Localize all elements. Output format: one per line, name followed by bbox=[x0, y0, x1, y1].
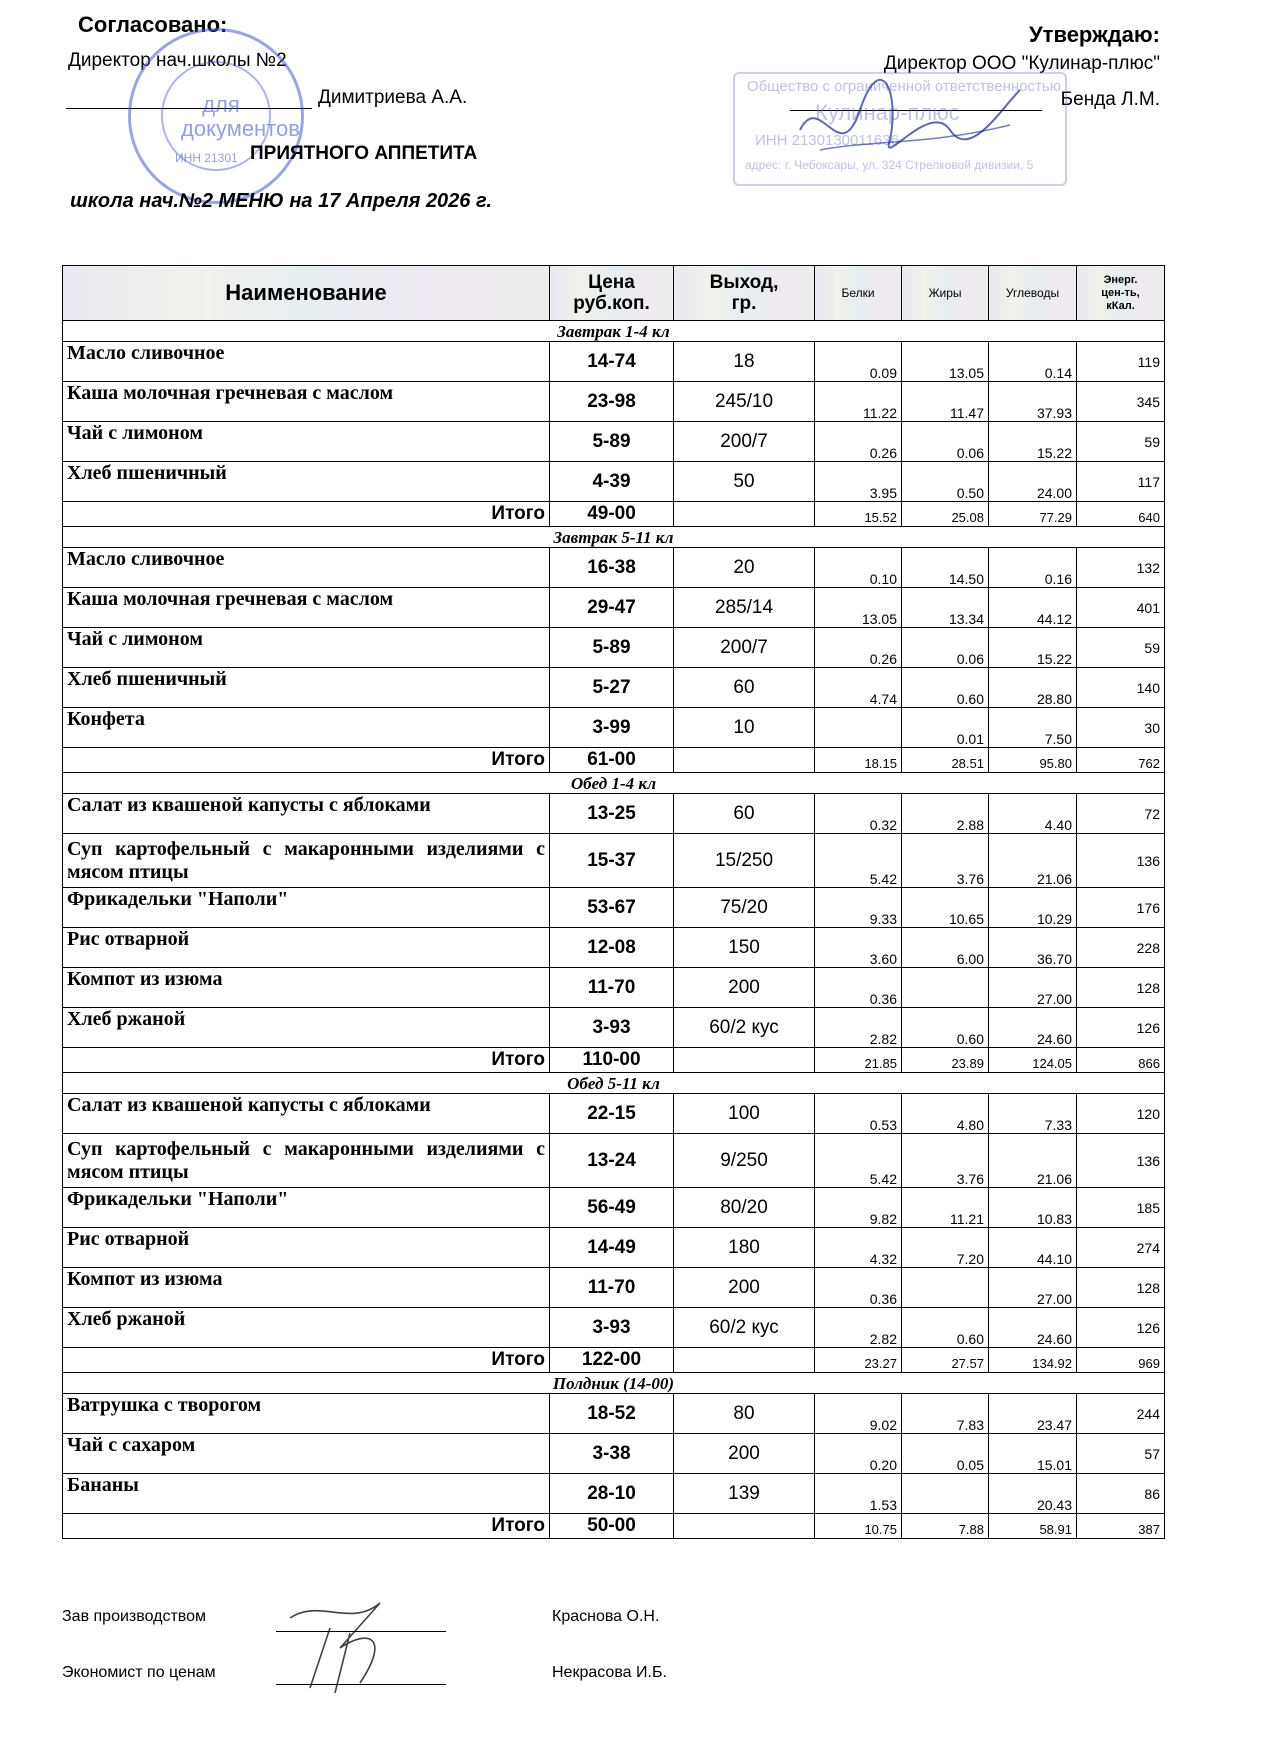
dish-energy: 128 bbox=[1077, 1268, 1165, 1308]
table-header-row bbox=[63, 266, 1165, 321]
dish-protein: 0.53 bbox=[815, 1094, 902, 1134]
dish-name: Рис отварной bbox=[63, 928, 550, 968]
rect-stamp-line3: ИНН 2130130011636 bbox=[755, 132, 899, 149]
dish-energy: 59 bbox=[1077, 628, 1165, 668]
table-row bbox=[63, 834, 1165, 888]
dish-name: Хлеб пшеничный bbox=[63, 668, 550, 708]
col-output-header bbox=[674, 266, 815, 321]
dish-output: 75/20 bbox=[674, 888, 815, 928]
dish-fat: 0.01 bbox=[902, 708, 989, 748]
dish-energy: 185 bbox=[1077, 1188, 1165, 1228]
dish-fat bbox=[902, 968, 989, 1008]
dish-price: 3-38 bbox=[550, 1434, 674, 1474]
section-header-row bbox=[63, 773, 1165, 794]
total-price: 50-00 bbox=[550, 1514, 674, 1539]
dish-price: 5-27 bbox=[550, 668, 674, 708]
dish-output: 200 bbox=[674, 1434, 815, 1474]
round-stamp-text: для документов bbox=[181, 92, 300, 141]
total-row bbox=[63, 1348, 1165, 1373]
dish-price: 13-24 bbox=[550, 1134, 674, 1188]
table-row bbox=[63, 548, 1165, 588]
dish-carbs: 0.14 bbox=[989, 342, 1077, 382]
footer-role-production: Зав производством bbox=[62, 1608, 206, 1625]
total-energy: 640 bbox=[1077, 502, 1165, 527]
section-title: Обед 1-4 кл bbox=[63, 773, 1165, 794]
dish-price: 29-47 bbox=[550, 588, 674, 628]
total-price: 110-00 bbox=[550, 1048, 674, 1073]
dish-output: 60 bbox=[674, 668, 815, 708]
dish-carbs: 15.22 bbox=[989, 628, 1077, 668]
section-title: Полдник (14-00) bbox=[63, 1373, 1165, 1394]
dish-fat bbox=[902, 1268, 989, 1308]
dish-output: 60/2 кус bbox=[674, 1308, 815, 1348]
dish-price: 14-49 bbox=[550, 1228, 674, 1268]
total-output-empty bbox=[674, 1348, 815, 1373]
dish-protein: 13.05 bbox=[815, 588, 902, 628]
dish-protein: 11.22 bbox=[815, 382, 902, 422]
dish-name: Бананы bbox=[63, 1474, 550, 1514]
dish-fat: 0.60 bbox=[902, 668, 989, 708]
total-output-empty bbox=[674, 1048, 815, 1073]
dish-protein: 0.26 bbox=[815, 422, 902, 462]
section-header-row bbox=[63, 1073, 1165, 1094]
table-row bbox=[63, 1268, 1165, 1308]
total-row bbox=[63, 502, 1165, 527]
dish-energy: 274 bbox=[1077, 1228, 1165, 1268]
table-row bbox=[63, 1134, 1165, 1188]
dish-output: 180 bbox=[674, 1228, 815, 1268]
dish-price: 5-89 bbox=[550, 422, 674, 462]
total-protein: 15.52 bbox=[815, 502, 902, 527]
dish-carbs: 21.06 bbox=[989, 834, 1077, 888]
dish-protein: 2.82 bbox=[815, 1008, 902, 1048]
dish-fat: 2.88 bbox=[902, 794, 989, 834]
dish-name: Рис отварной bbox=[63, 1228, 550, 1268]
dish-fat: 0.50 bbox=[902, 462, 989, 502]
col-name-header: Наименование bbox=[63, 266, 550, 321]
dish-carbs: 27.00 bbox=[989, 968, 1077, 1008]
table-row bbox=[63, 1188, 1165, 1228]
dish-name: Салат из квашеной капусты с яблоками bbox=[63, 794, 550, 834]
dish-name: Чай с лимоном bbox=[63, 628, 550, 668]
dish-carbs: 15.01 bbox=[989, 1434, 1077, 1474]
dish-carbs: 37.93 bbox=[989, 382, 1077, 422]
dish-energy: 140 bbox=[1077, 668, 1165, 708]
table-row bbox=[63, 1474, 1165, 1514]
total-label: Итого bbox=[63, 1048, 550, 1073]
section-header-row bbox=[63, 321, 1165, 342]
table-row bbox=[63, 1434, 1165, 1474]
total-output-empty bbox=[674, 1514, 815, 1539]
dish-protein: 3.95 bbox=[815, 462, 902, 502]
dish-output: 200/7 bbox=[674, 422, 815, 462]
dish-output: 285/14 bbox=[674, 588, 815, 628]
dish-fat: 0.60 bbox=[902, 1308, 989, 1348]
section-title: Обед 5-11 кл bbox=[63, 1073, 1165, 1094]
col-energy-line1: Энерг. bbox=[1103, 273, 1138, 286]
dish-energy: 120 bbox=[1077, 1094, 1165, 1134]
dish-energy: 59 bbox=[1077, 422, 1165, 462]
section-title: Завтрак 1-4 кл bbox=[63, 321, 1165, 342]
dish-fat: 11.21 bbox=[902, 1188, 989, 1228]
dish-energy: 128 bbox=[1077, 968, 1165, 1008]
dish-energy: 119 bbox=[1077, 342, 1165, 382]
dish-protein: 5.42 bbox=[815, 834, 902, 888]
dish-carbs: 21.06 bbox=[989, 1134, 1077, 1188]
dish-output: 15/250 bbox=[674, 834, 815, 888]
total-energy: 866 bbox=[1077, 1048, 1165, 1073]
dish-price: 3-99 bbox=[550, 708, 674, 748]
dish-energy: 136 bbox=[1077, 834, 1165, 888]
dish-protein: 4.32 bbox=[815, 1228, 902, 1268]
dish-energy: 126 bbox=[1077, 1008, 1165, 1048]
dish-energy: 86 bbox=[1077, 1474, 1165, 1514]
dish-name: Компот из изюма bbox=[63, 1268, 550, 1308]
col-output-line1: Выход, bbox=[709, 272, 779, 293]
section-header-row bbox=[63, 1373, 1165, 1394]
dish-name: Чай с сахаром bbox=[63, 1434, 550, 1474]
footer-signature bbox=[280, 1588, 430, 1698]
dish-protein: 9.33 bbox=[815, 888, 902, 928]
table-row bbox=[63, 588, 1165, 628]
approve-name: Бенда Л.М. bbox=[1060, 89, 1160, 110]
approve-position: Директор ООО "Кулинар-плюс" bbox=[883, 53, 1160, 74]
dish-energy: 57 bbox=[1077, 1434, 1165, 1474]
dish-output: 60/2 кус bbox=[674, 1008, 815, 1048]
dish-fat: 13.34 bbox=[902, 588, 989, 628]
table-row bbox=[63, 1228, 1165, 1268]
dish-name: Салат из квашеной капусты с яблоками bbox=[63, 1094, 550, 1134]
dish-energy: 117 bbox=[1077, 462, 1165, 502]
dish-carbs: 0.16 bbox=[989, 548, 1077, 588]
total-carbs: 77.29 bbox=[989, 502, 1077, 527]
rect-stamp-line2: Кулинар-плюс bbox=[815, 100, 960, 125]
col-fat-header: Жиры bbox=[902, 266, 989, 321]
dish-carbs: 44.10 bbox=[989, 1228, 1077, 1268]
dish-protein: 3.60 bbox=[815, 928, 902, 968]
col-energy-header bbox=[1077, 266, 1165, 321]
dish-fat: 3.76 bbox=[902, 1134, 989, 1188]
dish-carbs: 20.43 bbox=[989, 1474, 1077, 1514]
dish-price: 15-37 bbox=[550, 834, 674, 888]
dish-price: 11-70 bbox=[550, 1268, 674, 1308]
total-carbs: 58.91 bbox=[989, 1514, 1077, 1539]
rect-stamp-line1: Общество с ограниченной ответственностью bbox=[747, 78, 1061, 95]
total-price: 122-00 bbox=[550, 1348, 674, 1373]
dish-price: 18-52 bbox=[550, 1394, 674, 1434]
dish-carbs: 15.22 bbox=[989, 422, 1077, 462]
total-fat: 28.51 bbox=[902, 748, 989, 773]
dish-price: 12-08 bbox=[550, 928, 674, 968]
dish-price: 56-49 bbox=[550, 1188, 674, 1228]
approve-signature bbox=[780, 70, 1040, 180]
col-output-line2: гр. bbox=[731, 293, 757, 314]
dish-price: 16-38 bbox=[550, 548, 674, 588]
dish-fat: 7.20 bbox=[902, 1228, 989, 1268]
table-row bbox=[63, 668, 1165, 708]
dish-price: 28-10 bbox=[550, 1474, 674, 1514]
dish-output: 50 bbox=[674, 462, 815, 502]
table-row bbox=[63, 628, 1165, 668]
dish-protein: 0.36 bbox=[815, 968, 902, 1008]
total-label: Итого bbox=[63, 502, 550, 527]
dish-protein: 9.82 bbox=[815, 1188, 902, 1228]
dish-fat: 3.76 bbox=[902, 834, 989, 888]
dish-output: 9/250 bbox=[674, 1134, 815, 1188]
dish-protein: 0.26 bbox=[815, 628, 902, 668]
rect-stamp-line4: адрес: г. Чебоксары, ул. 324 Стрелковой дивизии, 5 bbox=[745, 158, 1034, 172]
dish-output: 20 bbox=[674, 548, 815, 588]
dish-protein: 0.09 bbox=[815, 342, 902, 382]
col-price-header bbox=[550, 266, 674, 321]
total-protein: 23.27 bbox=[815, 1348, 902, 1373]
total-output-empty bbox=[674, 502, 815, 527]
total-output-empty bbox=[674, 748, 815, 773]
dish-name: Компот из изюма bbox=[63, 968, 550, 1008]
dish-price: 11-70 bbox=[550, 968, 674, 1008]
dish-name: Масло сливочное bbox=[63, 342, 550, 382]
total-energy: 969 bbox=[1077, 1348, 1165, 1373]
dish-fat: 0.60 bbox=[902, 1008, 989, 1048]
dish-carbs: 24.60 bbox=[989, 1008, 1077, 1048]
dish-carbs: 23.47 bbox=[989, 1394, 1077, 1434]
dish-energy: 244 bbox=[1077, 1394, 1165, 1434]
total-row bbox=[63, 748, 1165, 773]
slogan: ПРИЯТНОГО АППЕТИТА bbox=[250, 143, 478, 164]
dish-price: 22-15 bbox=[550, 1094, 674, 1134]
total-carbs: 95.80 bbox=[989, 748, 1077, 773]
footer-role-economist: Экономист по ценам bbox=[62, 1664, 216, 1681]
table-row bbox=[63, 888, 1165, 928]
dish-name: Чай с лимоном bbox=[63, 422, 550, 462]
total-label: Итого bbox=[63, 1514, 550, 1539]
dish-name: Хлеб пшеничный bbox=[63, 462, 550, 502]
dish-protein: 0.10 bbox=[815, 548, 902, 588]
table-row bbox=[63, 342, 1165, 382]
dish-carbs: 24.00 bbox=[989, 462, 1077, 502]
menu-body bbox=[63, 321, 1165, 1539]
dish-carbs: 7.33 bbox=[989, 1094, 1077, 1134]
dish-energy: 136 bbox=[1077, 1134, 1165, 1188]
dish-carbs: 28.80 bbox=[989, 668, 1077, 708]
table-row bbox=[63, 794, 1165, 834]
dish-fat bbox=[902, 1474, 989, 1514]
dish-output: 200 bbox=[674, 1268, 815, 1308]
dish-energy: 176 bbox=[1077, 888, 1165, 928]
table-row bbox=[63, 708, 1165, 748]
footer-name-economist: Некрасова И.Б. bbox=[552, 1664, 667, 1681]
dish-name: Масло сливочное bbox=[63, 548, 550, 588]
dish-energy: 345 bbox=[1077, 382, 1165, 422]
total-energy: 762 bbox=[1077, 748, 1165, 773]
dish-output: 150 bbox=[674, 928, 815, 968]
dish-protein bbox=[815, 708, 902, 748]
dish-carbs: 7.50 bbox=[989, 708, 1077, 748]
agreed-name: Димитриева А.А. bbox=[318, 87, 468, 108]
approve-title: Утверждаю: bbox=[1029, 22, 1160, 47]
dish-output: 139 bbox=[674, 1474, 815, 1514]
table-row bbox=[63, 422, 1165, 462]
dish-name: Фрикадельки "Наполи" bbox=[63, 1188, 550, 1228]
dish-fat: 4.80 bbox=[902, 1094, 989, 1134]
table-row bbox=[63, 1094, 1165, 1134]
dish-carbs: 27.00 bbox=[989, 1268, 1077, 1308]
dish-energy: 228 bbox=[1077, 928, 1165, 968]
dish-price: 23-98 bbox=[550, 382, 674, 422]
dish-name: Хлеб ржаной bbox=[63, 1008, 550, 1048]
dish-price: 4-39 bbox=[550, 462, 674, 502]
menu-table bbox=[62, 265, 1165, 1539]
dish-energy: 401 bbox=[1077, 588, 1165, 628]
table-row bbox=[63, 462, 1165, 502]
dish-protein: 2.82 bbox=[815, 1308, 902, 1348]
dish-protein: 5.42 bbox=[815, 1134, 902, 1188]
total-protein: 18.15 bbox=[815, 748, 902, 773]
dish-protein: 0.20 bbox=[815, 1434, 902, 1474]
col-protein-header: Белки bbox=[815, 266, 902, 321]
dish-protein: 9.02 bbox=[815, 1394, 902, 1434]
total-energy: 387 bbox=[1077, 1514, 1165, 1539]
dish-fat: 14.50 bbox=[902, 548, 989, 588]
dish-name: Конфета bbox=[63, 708, 550, 748]
round-stamp-inn: ИНН 21301 bbox=[175, 151, 238, 165]
total-fat: 25.08 bbox=[902, 502, 989, 527]
dish-price: 53-67 bbox=[550, 888, 674, 928]
dish-name: Суп картофельный с макаронными изделиями с мясом птицы bbox=[63, 1134, 550, 1188]
footer-name-production: Краснова О.Н. bbox=[552, 1608, 660, 1625]
total-label: Итого bbox=[63, 1348, 550, 1373]
dish-carbs: 10.29 bbox=[989, 888, 1077, 928]
dish-energy: 132 bbox=[1077, 548, 1165, 588]
dish-fat: 13.05 bbox=[902, 342, 989, 382]
dish-fat: 6.00 bbox=[902, 928, 989, 968]
dish-price: 3-93 bbox=[550, 1308, 674, 1348]
dish-fat: 7.83 bbox=[902, 1394, 989, 1434]
dish-name: Ватрушка с творогом bbox=[63, 1394, 550, 1434]
agreed-position: Директор нач.школы №2 bbox=[68, 50, 287, 71]
dish-fat: 0.06 bbox=[902, 628, 989, 668]
dish-name: Каша молочная гречневая с маслом bbox=[63, 588, 550, 628]
total-label: Итого bbox=[63, 748, 550, 773]
total-fat: 7.88 bbox=[902, 1514, 989, 1539]
total-row bbox=[63, 1048, 1165, 1073]
dish-output: 200/7 bbox=[674, 628, 815, 668]
section-title: Завтрак 5-11 кл bbox=[63, 527, 1165, 548]
dish-energy: 30 bbox=[1077, 708, 1165, 748]
dish-energy: 72 bbox=[1077, 794, 1165, 834]
dish-protein: 1.53 bbox=[815, 1474, 902, 1514]
dish-name: Хлеб ржаной bbox=[63, 1308, 550, 1348]
dish-carbs: 10.83 bbox=[989, 1188, 1077, 1228]
table-row bbox=[63, 1308, 1165, 1348]
dish-protein: 0.36 bbox=[815, 1268, 902, 1308]
dish-output: 60 bbox=[674, 794, 815, 834]
dish-output: 80 bbox=[674, 1394, 815, 1434]
total-fat: 23.89 bbox=[902, 1048, 989, 1073]
total-price: 61-00 bbox=[550, 748, 674, 773]
section-header-row bbox=[63, 527, 1165, 548]
dish-carbs: 4.40 bbox=[989, 794, 1077, 834]
dish-price: 13-25 bbox=[550, 794, 674, 834]
dish-price: 3-93 bbox=[550, 1008, 674, 1048]
total-row bbox=[63, 1514, 1165, 1539]
dish-fat: 11.47 bbox=[902, 382, 989, 422]
table-row bbox=[63, 968, 1165, 1008]
total-price: 49-00 bbox=[550, 502, 674, 527]
total-protein: 10.75 bbox=[815, 1514, 902, 1539]
total-fat: 27.57 bbox=[902, 1348, 989, 1373]
col-carbs-header: Углеводы bbox=[989, 266, 1077, 321]
total-carbs: 124.05 bbox=[989, 1048, 1077, 1073]
dish-output: 200 bbox=[674, 968, 815, 1008]
table-row bbox=[63, 1394, 1165, 1434]
dish-output: 245/10 bbox=[674, 382, 815, 422]
dish-energy: 126 bbox=[1077, 1308, 1165, 1348]
dish-fat: 10.65 bbox=[902, 888, 989, 928]
dish-protein: 0.32 bbox=[815, 794, 902, 834]
dish-name: Суп картофельный с макаронными изделиями с мясом птицы bbox=[63, 834, 550, 888]
col-energy-line3: кКал. bbox=[1106, 299, 1135, 312]
agreed-title: Согласовано: bbox=[78, 12, 228, 37]
dish-output: 80/20 bbox=[674, 1188, 815, 1228]
dish-output: 18 bbox=[674, 342, 815, 382]
total-carbs: 134.92 bbox=[989, 1348, 1077, 1373]
dish-output: 100 bbox=[674, 1094, 815, 1134]
dish-carbs: 44.12 bbox=[989, 588, 1077, 628]
dish-carbs: 24.60 bbox=[989, 1308, 1077, 1348]
dish-carbs: 36.70 bbox=[989, 928, 1077, 968]
dish-price: 14-74 bbox=[550, 342, 674, 382]
table-row bbox=[63, 928, 1165, 968]
dish-protein: 4.74 bbox=[815, 668, 902, 708]
dish-name: Фрикадельки "Наполи" bbox=[63, 888, 550, 928]
col-price-line1: Цена bbox=[588, 272, 635, 293]
table-row bbox=[63, 1008, 1165, 1048]
table-row bbox=[63, 382, 1165, 422]
menu-title: школа нач.№2 МЕНЮ на 17 Апреля 2026 г. bbox=[70, 190, 492, 212]
dish-name: Каша молочная гречневая с маслом bbox=[63, 382, 550, 422]
dish-price: 5-89 bbox=[550, 628, 674, 668]
col-energy-line2: цен-ть, bbox=[1101, 286, 1140, 299]
dish-fat: 0.05 bbox=[902, 1434, 989, 1474]
round-stamp bbox=[128, 28, 304, 204]
total-protein: 21.85 bbox=[815, 1048, 902, 1073]
dish-fat: 0.06 bbox=[902, 422, 989, 462]
col-price-line2: руб.коп. bbox=[573, 293, 650, 314]
dish-output: 10 bbox=[674, 708, 815, 748]
